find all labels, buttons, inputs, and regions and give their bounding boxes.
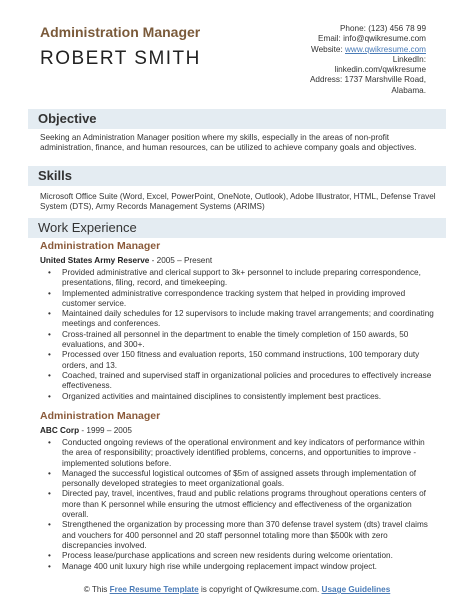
list-item: • Maintained daily schedules for 12 supervisors to include making travel arrangements; and coordinating meetings and conferences. <box>44 309 436 330</box>
list-item: • Provided administrative and clerical support to 3k+ personnel to include preparing correspondence, presentations, filing, record, and timekeeping. <box>44 268 436 289</box>
contact-phone <box>216 24 426 34</box>
footer-mid: is copyright of Qwikresume.com. <box>198 585 322 594</box>
list-item: • Coached, trained and supervised staff in organizational policies and procedures to effectively increase effectiveness. <box>44 371 436 392</box>
job-2-org: ABC Corp <box>40 426 80 435</box>
contact-address <box>216 75 426 85</box>
free-resume-template-link[interactable]: Free Resume Template <box>109 585 199 594</box>
job-2-org-line <box>40 426 132 435</box>
phone-value: (123) 456 78 99 <box>368 24 426 33</box>
footer-copyright <box>0 585 474 595</box>
list-item: • Organized activities and maintained disciplines to consistently implement best practices. <box>44 392 436 402</box>
skills-heading: Skills <box>28 166 446 186</box>
usage-guidelines-link[interactable]: Usage Guidelines <box>321 585 391 594</box>
objective-text: Seeking an Administration Manager position where my skills, especially in the areas of non-profit administration, finance, and human resources, can be utilized to achieve company goals and objectives. <box>40 133 417 153</box>
list-item: • Manage 400 unit luxury high rise while undergoing replacement impact window project. <box>44 562 436 572</box>
list-item: • Managed the successful logistical outcomes of $5m of assigned assets through implementation of personally developed strategies to meet organizational goals. <box>44 469 436 490</box>
objective-heading: Objective <box>28 109 446 129</box>
job-2-bullets <box>44 438 436 572</box>
address-line-2: Alabama. <box>391 85 426 95</box>
linkedin-value: linkedin.com/qwikresume <box>334 65 426 75</box>
address-label: Address: <box>309 75 343 85</box>
email-value: info@qwikresume.com <box>343 34 426 44</box>
list-item: • Cross-trained all personnel in the department to enable the timely completion of 150 awards, 50 evaluations, and 300+. <box>44 330 436 351</box>
job-2-title: Administration Manager <box>40 410 161 422</box>
contact-block <box>216 24 426 96</box>
list-item: • Strengthened the organization by processing more than 370 defense travel system (dts) travel claims and vouchers for 400 personnel and 20 staff personnel totaling more than $500k with zero discrepancies involved. <box>44 520 436 551</box>
email-label: Email: <box>318 34 341 44</box>
list-item: • Processed over 150 fitness and evaluation reports, 150 command instructions, 100 temporary duty orders, and 13. <box>44 350 436 371</box>
linkedin-label: LinkedIn: <box>392 54 426 64</box>
job-1-org: United States Army Reserve <box>40 256 150 265</box>
job-1-bullets <box>44 268 436 402</box>
contact-email <box>216 34 426 44</box>
work-experience-heading: Work Experience <box>28 218 446 238</box>
skills-text: Microsoft Office Suite (Word, Excel, PowerPoint, OneNote, Outlook), Adobe Illustrator, HTML, Defense Travel System (DTS), Army Records Management Systems (ARIMS) <box>40 192 436 212</box>
job-1-dates: - 2005 – Present <box>149 256 213 265</box>
phone-label: Phone: <box>339 24 366 33</box>
list-item: • Process lease/purchase applications and screen new residents during welcome orientation. <box>44 551 436 561</box>
job-1-org-line <box>40 256 212 265</box>
job-1-title: Administration Manager <box>40 240 161 252</box>
website-link[interactable]: www.qwikresume.com <box>345 44 426 54</box>
list-item: • Directed pay, travel, incentives, fraud and public relations programs throughout operations centers of more than K personnel while ensuring the utmost efficiency and effectiveness of the organization overall. <box>44 489 436 520</box>
job-title: Administration Manager <box>40 24 201 40</box>
contact-website <box>216 45 426 55</box>
address-line-1: 1737 Marshville Road, <box>344 75 426 85</box>
footer-pre: © This <box>83 585 110 594</box>
candidate-name: ROBERT SMITH <box>40 48 201 69</box>
job-2-dates: - 1999 – 2005 <box>79 426 132 435</box>
list-item: • Conducted ongoing reviews of the operational environment and key indicators of performance within the area of responsibility; proactively identified problems, concerns, and opportunities to improve - implemented solutions before. <box>44 438 436 469</box>
website-label: Website: <box>311 44 343 54</box>
list-item: • Implemented administrative correspondence tracking system that helped in providing improved customer service. <box>44 289 436 310</box>
